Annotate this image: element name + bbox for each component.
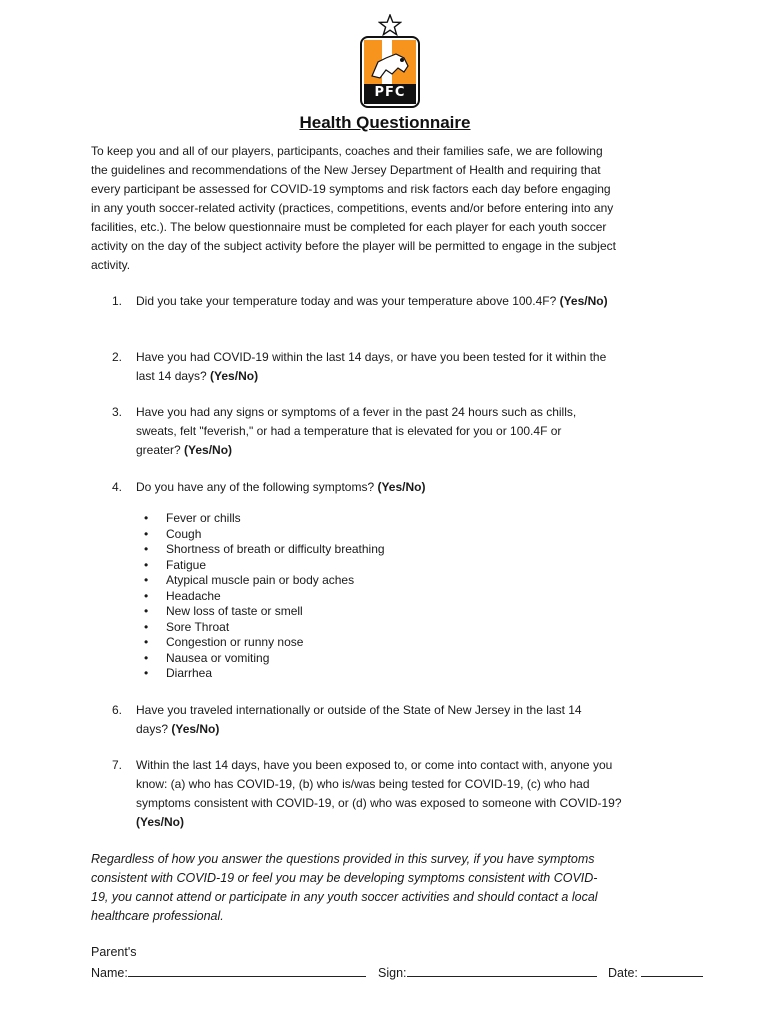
list-item: • Fever or chills bbox=[144, 511, 241, 525]
bullet: • bbox=[144, 557, 149, 572]
question-2 bbox=[112, 348, 622, 386]
question-text: Have you had COVID-19 within the last 14 days, or have you been tested for it within the last 14 days? bbox=[136, 350, 607, 383]
sign-label: Sign: bbox=[378, 966, 407, 980]
intro-paragraph: To keep you and all of our players, participants, coaches and their families safe, we are following the guidelines and recommendations of the New Jersey Department of Health and requiring that every participant be assessed for COVID-19 symptoms and risk factors each day before engaging in any youth soccer-related activity (practices, competitions, events and/or before entering into any facilities, etc.). The below questionnaire must be completed for each player for each youth soccer activity on the day of the subject activity before the player will be permitted to engage in the subject activity. bbox=[91, 144, 616, 272]
page-title: Health Questionnaire bbox=[299, 113, 471, 132]
question-text: Have you had any signs or symptoms of a fever in the past 24 hours such as chills, sweats, felt "feverish," or had a temperature that is elevated for you or 100.4F or greater? bbox=[136, 405, 577, 457]
bullet: • bbox=[144, 573, 149, 587]
bullet: • bbox=[144, 619, 149, 634]
sign-line[interactable] bbox=[407, 964, 597, 977]
question-number: 2. bbox=[112, 350, 123, 364]
list-item: • New loss of taste or smell bbox=[144, 604, 303, 618]
bullet: • bbox=[144, 666, 149, 680]
star-outline-icon bbox=[378, 14, 402, 36]
date-field[interactable] bbox=[608, 964, 703, 980]
date-line[interactable] bbox=[641, 964, 703, 977]
parents-label: Parent's bbox=[91, 945, 137, 959]
question-answer: (Yes/No) bbox=[559, 294, 608, 308]
question-6 bbox=[112, 701, 622, 739]
name-label: Name: bbox=[91, 966, 128, 980]
question-answer: (Yes/No) bbox=[210, 369, 259, 383]
bullet: • bbox=[144, 511, 149, 525]
question-answer: (Yes/No) bbox=[184, 443, 233, 457]
logo-text: PFC bbox=[374, 85, 406, 100]
bullet: • bbox=[144, 650, 149, 665]
question-answer: (Yes/No) bbox=[136, 815, 185, 829]
name-field[interactable] bbox=[91, 964, 366, 980]
bullet: • bbox=[144, 635, 149, 649]
sign-field[interactable] bbox=[378, 964, 597, 980]
question-3 bbox=[112, 403, 622, 460]
question-7 bbox=[112, 756, 622, 832]
bullet: • bbox=[144, 542, 149, 556]
pfc-logo bbox=[356, 14, 424, 108]
question-number: 7. bbox=[112, 758, 123, 772]
question-text: Did you take your temperature today and was your temperature above 100.4F? bbox=[136, 294, 560, 308]
question-text: Do you have any of the following symptoms? bbox=[136, 480, 378, 494]
symptom-list bbox=[144, 511, 385, 682]
question-number: 1. bbox=[112, 294, 123, 308]
list-item: • Diarrhea bbox=[144, 666, 213, 680]
question-1 bbox=[112, 292, 622, 311]
question-4 bbox=[112, 478, 622, 497]
list-item: • Shortness of breath or difficulty breathing bbox=[144, 542, 385, 556]
question-answer: (Yes/No) bbox=[171, 722, 220, 736]
question-number: 3. bbox=[112, 405, 123, 419]
list-item: • Fatigue bbox=[144, 557, 207, 572]
notice-paragraph: Regardless of how you answer the questions provided in this survey, if you have symptoms consistent with COVID-19 or feel you may be developing symptoms consistent with COVID-19, you cannot attend or participate in any youth soccer activities and should contact a local healthcare professional. bbox=[91, 852, 598, 923]
question-number: 4. bbox=[112, 480, 123, 494]
question-answer: (Yes/No) bbox=[377, 480, 426, 494]
list-item: • Sore Throat bbox=[144, 619, 230, 634]
list-item: • Congestion or runny nose bbox=[144, 635, 304, 649]
question-text: Have you traveled internationally or outside of the State of New Jersey in the last 14 days? bbox=[136, 703, 582, 736]
bullet: • bbox=[144, 604, 149, 618]
question-text: Within the last 14 days, have you been exposed to, or come into contact with, anyone you know: (a) who has COVID-19, (b) who is/was being tested for COVID-19, (c) who had symptoms consistent with COVID-19, or (d) who was exposed to someone with COVID-19? bbox=[136, 758, 622, 810]
list-item: • Headache bbox=[144, 588, 221, 603]
question-number: 6. bbox=[112, 703, 123, 717]
list-item: • Nausea or vomiting bbox=[144, 650, 270, 665]
name-line[interactable] bbox=[128, 964, 366, 977]
bullet: • bbox=[144, 526, 149, 541]
bullet: • bbox=[144, 588, 149, 603]
list-item: • Atypical muscle pain or body aches bbox=[144, 573, 355, 587]
list-item: • Cough bbox=[144, 526, 202, 541]
date-label: Date: bbox=[608, 966, 638, 980]
